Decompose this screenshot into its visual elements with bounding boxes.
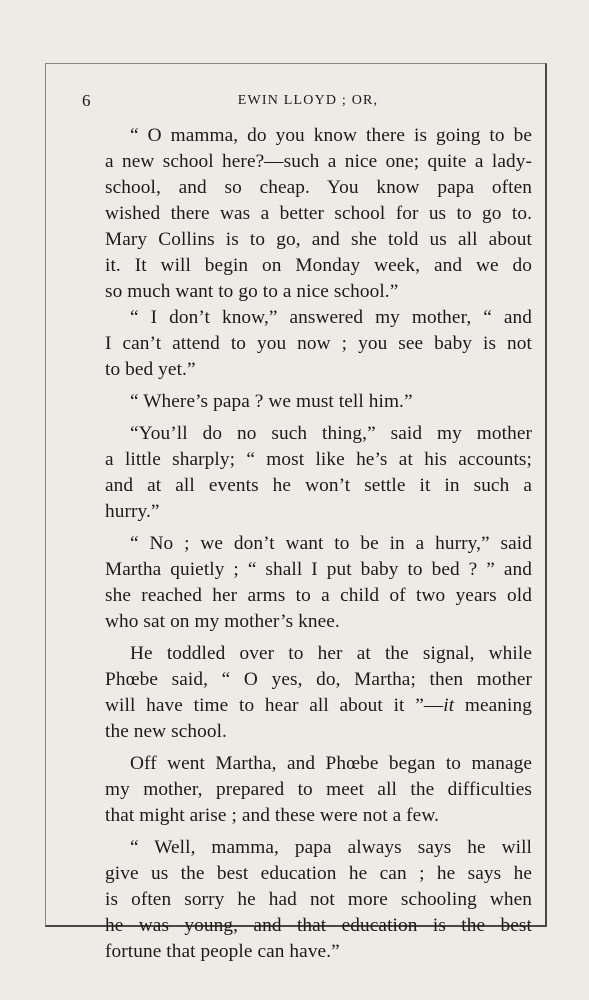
text-line: my mother, prepared to meet all the difficulties	[105, 779, 532, 800]
paragraph	[80, 421, 532, 525]
text-line: give us the best education he can ; he says he	[105, 863, 532, 884]
paragraph	[80, 835, 532, 965]
paragraph	[80, 389, 532, 415]
text-line: a little sharply; “ most like he’s at his accounts;	[105, 449, 532, 470]
text-line: He toddled over to her at the signal, while	[130, 643, 532, 664]
running-head	[82, 90, 534, 112]
paragraph	[80, 751, 532, 829]
text-line: a new school here?—such a nice one; quite a lady-	[105, 151, 532, 172]
emphasis: it	[443, 695, 455, 716]
paragraph	[80, 123, 532, 305]
paragraph	[80, 531, 532, 635]
text-line: I can’t attend to you now ; you see baby is not	[105, 333, 532, 354]
text-line: wished there was a better school for us to go to.	[105, 203, 532, 224]
text-line: to bed yet.”	[105, 359, 196, 380]
text-line: he was young, and that education is the best	[105, 915, 532, 936]
text-line: and at all events he won’t settle it in such a	[105, 475, 532, 496]
paragraph	[80, 641, 532, 745]
page-number: 6	[82, 91, 91, 110]
text-line: Martha quietly ; “ shall I put baby to bed ? ” and	[105, 559, 532, 580]
text-line: who sat on my mother’s knee.	[105, 611, 340, 632]
text-line: that might arise ; and these were not a few.	[105, 805, 440, 826]
text-line: “ O mamma, do you know there is going to be	[130, 125, 532, 146]
text-line: fortune that people can have.”	[105, 941, 340, 962]
text-line: “ No ; we don’t want to be in a hurry,” said	[130, 533, 532, 554]
running-title: EWIN LLOYD ; OR,	[237, 93, 379, 108]
text-line: the new school.	[105, 721, 227, 742]
text-line: “ Well, mamma, papa always says he will	[130, 837, 532, 858]
text-line: “ Where’s papa ? we must tell him.”	[130, 391, 413, 412]
text-line: “ I don’t know,” answered my mother, “ and	[130, 307, 532, 328]
text-line: will have time to hear all about it ”—it meaning	[105, 695, 532, 716]
body-text	[80, 123, 532, 965]
text-line: “You’ll do no such thing,” said my mother	[130, 423, 532, 444]
text-line: so much want to go to a nice school.”	[105, 281, 399, 302]
text-line: school, and so cheap. You know papa often	[105, 177, 532, 198]
text-line: hurry.”	[105, 501, 160, 522]
paragraph	[80, 305, 532, 383]
text-line: is often sorry he had not more schooling when	[105, 889, 532, 910]
text-line: it. It will begin on Monday week, and we do	[105, 255, 532, 276]
text-line: Off went Martha, and Phœbe began to manage	[130, 753, 532, 774]
text-line: she reached her arms to a child of two years old	[105, 585, 532, 606]
text-line: Mary Collins is to go, and she told us all about	[105, 229, 532, 250]
text-line: Phœbe said, “ O yes, do, Martha; then mother	[105, 669, 532, 690]
